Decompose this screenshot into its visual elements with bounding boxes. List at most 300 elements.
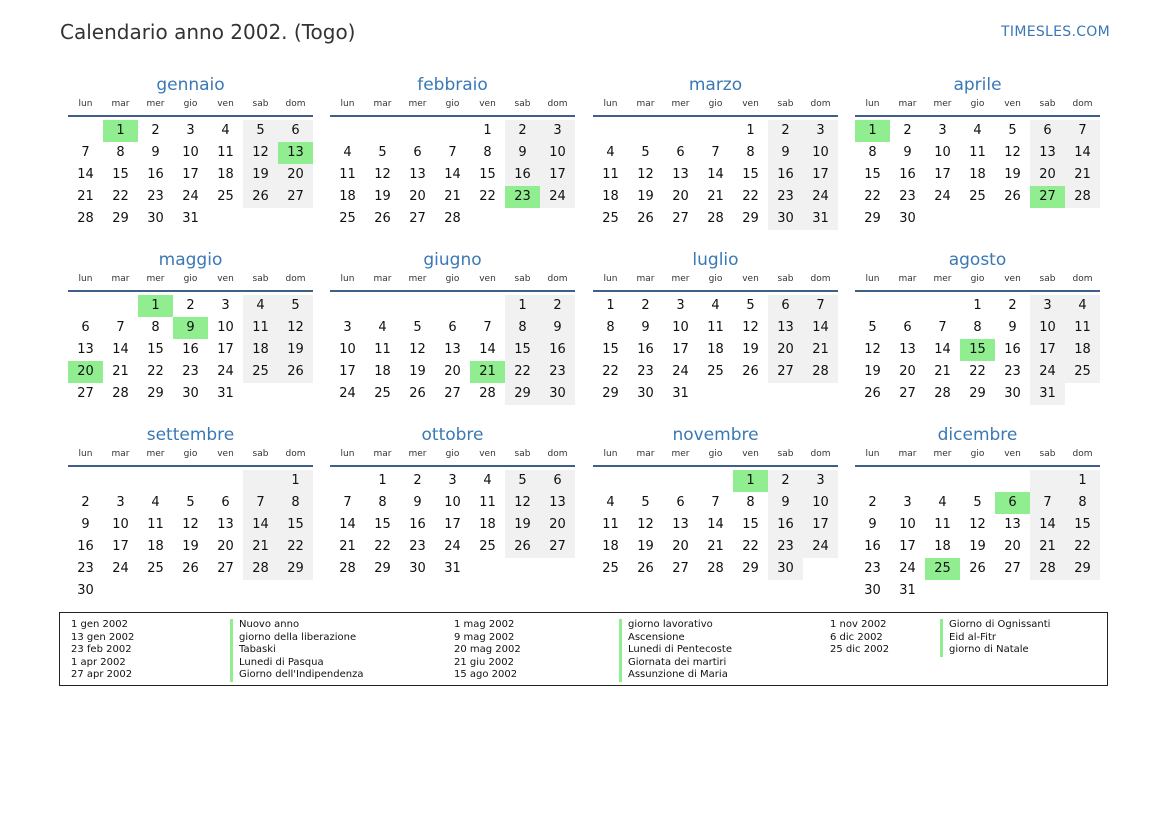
day-cell: 24 <box>182 189 199 204</box>
day-cell: 7 <box>711 495 720 510</box>
day-cell: 29 <box>602 386 619 401</box>
day-cell: 8 <box>378 495 387 510</box>
day-cell: 9 <box>540 317 575 339</box>
week-row <box>330 186 575 208</box>
weekday-label: mar <box>111 449 130 459</box>
day-cell: 5 <box>641 145 650 160</box>
day-cell: 8 <box>483 145 492 160</box>
weekday-label: lun <box>865 274 880 284</box>
month-name: settembre <box>146 425 235 445</box>
day-cell: 1 <box>505 295 540 317</box>
legend-date: 1 apr 2002 <box>71 656 126 668</box>
weekday-label: dom <box>547 274 568 284</box>
weekday-label: mar <box>636 274 655 284</box>
empty-cell <box>68 120 103 142</box>
day-cell: 17 <box>803 514 838 536</box>
day-cell: 26 <box>969 561 986 576</box>
holiday-day-cell: 1 <box>855 120 890 142</box>
day-cell: 5 <box>413 320 422 335</box>
holiday-day-cell: 6 <box>995 492 1030 514</box>
legend-holiday-name: Assunzione di Maria <box>619 669 732 682</box>
day-cell: 20 <box>444 364 461 379</box>
day-cell: 17 <box>1030 339 1065 361</box>
empty-cell <box>960 208 995 230</box>
weekday-label: gio <box>445 99 460 109</box>
day-cell: 21 <box>803 339 838 361</box>
day-cell: 6 <box>540 470 575 492</box>
day-cell: 29 <box>969 386 986 401</box>
day-cell: 28 <box>803 361 838 383</box>
header-rule <box>330 465 575 467</box>
day-cell: 24 <box>899 561 916 576</box>
day-cell: 11 <box>243 317 278 339</box>
day-cell: 5 <box>868 320 877 335</box>
day-cell: 23 <box>1004 364 1021 379</box>
month-gennaio <box>68 74 313 230</box>
day-cell: 12 <box>637 517 654 532</box>
day-cell: 2 <box>186 298 195 313</box>
day-cell: 15 <box>602 342 619 357</box>
weekday-label: dom <box>1072 99 1093 109</box>
legend-date-column <box>830 619 889 657</box>
week-row <box>330 536 575 558</box>
day-cell: 16 <box>505 164 540 186</box>
weekday-label: mer <box>408 99 427 109</box>
weekday-label: lun <box>340 274 355 284</box>
day-cell: 10 <box>217 320 234 335</box>
legend-date: 9 mag 2002 <box>454 631 515 643</box>
day-cell: 25 <box>339 211 356 226</box>
day-cell: 23 <box>899 189 916 204</box>
legend-date-column <box>454 619 521 682</box>
day-cell: 8 <box>746 495 755 510</box>
holiday-day-cell: 21 <box>470 361 505 383</box>
month-name: giugno <box>423 250 482 270</box>
day-cell: 10 <box>112 517 129 532</box>
weekday-label: lun <box>78 449 93 459</box>
legend-date: 13 gen 2002 <box>71 631 135 643</box>
day-cell: 12 <box>969 517 986 532</box>
week-row <box>68 514 313 536</box>
empty-cell <box>995 470 1030 492</box>
week-row <box>68 383 313 405</box>
day-cell: 6 <box>81 320 90 335</box>
empty-cell <box>855 470 890 492</box>
day-cell: 8 <box>278 492 313 514</box>
day-cell: 1 <box>1065 470 1100 492</box>
day-cell: 13 <box>540 492 575 514</box>
day-cell: 4 <box>606 145 615 160</box>
weekday-label: ven <box>1004 274 1021 284</box>
empty-cell <box>890 470 925 492</box>
day-cell: 9 <box>505 142 540 164</box>
day-cell: 23 <box>409 539 426 554</box>
day-cell: 19 <box>182 539 199 554</box>
week-row <box>68 317 313 339</box>
empty-cell <box>855 295 890 317</box>
day-cell: 2 <box>768 470 803 492</box>
header-rule <box>593 290 838 292</box>
weekday-header <box>68 272 313 287</box>
day-cell: 28 <box>934 386 951 401</box>
weekday-label: mer <box>146 99 165 109</box>
day-cell: 22 <box>112 189 129 204</box>
month-name: luglio <box>692 250 739 270</box>
weekday-label: sab <box>514 99 531 109</box>
day-cell: 9 <box>151 145 160 160</box>
day-cell: 16 <box>864 539 881 554</box>
empty-cell <box>995 208 1030 230</box>
day-cell: 30 <box>899 211 916 226</box>
day-cell: 6 <box>278 120 313 142</box>
empty-cell <box>330 120 365 142</box>
day-cell: 28 <box>112 386 129 401</box>
day-cell: 31 <box>182 211 199 226</box>
day-cell: 3 <box>903 495 912 510</box>
day-cell: 17 <box>899 539 916 554</box>
day-cell: 25 <box>479 539 496 554</box>
day-cell: 10 <box>1030 317 1065 339</box>
weekday-label: dom <box>285 449 306 459</box>
day-cell: 28 <box>1065 186 1100 208</box>
day-cell: 20 <box>540 514 575 536</box>
legend-date: 6 dic 2002 <box>830 631 883 643</box>
empty-cell <box>173 580 208 602</box>
day-cell: 19 <box>243 164 278 186</box>
day-cell: 18 <box>217 167 234 182</box>
week-row <box>330 339 575 361</box>
day-cell: 9 <box>641 320 650 335</box>
week-row <box>68 361 313 383</box>
day-cell: 16 <box>182 342 199 357</box>
day-cell: 2 <box>768 120 803 142</box>
day-cell: 18 <box>243 339 278 361</box>
day-cell: 5 <box>243 120 278 142</box>
day-cell: 11 <box>374 342 391 357</box>
day-cell: 23 <box>77 561 94 576</box>
day-cell: 12 <box>182 517 199 532</box>
month-settembre <box>68 424 313 602</box>
weekday-label: mer <box>933 99 952 109</box>
day-cell: 25 <box>1065 361 1100 383</box>
empty-cell <box>628 120 663 142</box>
empty-cell <box>470 295 505 317</box>
week-row <box>330 120 575 142</box>
week-row <box>68 492 313 514</box>
day-cell: 27 <box>540 536 575 558</box>
day-cell: 7 <box>343 495 352 510</box>
empty-cell <box>925 208 960 230</box>
day-cell: 31 <box>803 208 838 230</box>
day-cell: 11 <box>934 517 951 532</box>
day-cell: 3 <box>116 495 125 510</box>
day-cell: 29 <box>864 211 881 226</box>
empty-cell <box>103 580 138 602</box>
day-cell: 12 <box>742 320 759 335</box>
day-cell: 2 <box>868 495 877 510</box>
day-cell: 28 <box>243 558 278 580</box>
day-cell: 28 <box>444 211 461 226</box>
day-cell: 23 <box>637 364 654 379</box>
day-cell: 22 <box>969 364 986 379</box>
header-rule <box>68 115 313 117</box>
day-cell: 10 <box>672 320 689 335</box>
weekday-label: mer <box>933 274 952 284</box>
page-title: Calendario anno 2002. (Togo) <box>60 20 356 44</box>
day-cell: 15 <box>864 167 881 182</box>
legend-holiday-name: Giorno dell'Indipendenza <box>230 669 364 682</box>
week-row <box>330 208 575 230</box>
day-cell: 5 <box>186 495 195 510</box>
day-cell: 3 <box>221 298 230 313</box>
day-cell: 21 <box>112 364 129 379</box>
day-cell: 26 <box>409 386 426 401</box>
empty-cell <box>890 295 925 317</box>
weekday-label: gio <box>708 449 723 459</box>
empty-cell <box>803 558 838 580</box>
day-cell: 17 <box>339 364 356 379</box>
day-cell: 13 <box>217 517 234 532</box>
empty-cell <box>698 470 733 492</box>
day-cell: 12 <box>278 317 313 339</box>
holiday-day-cell: 1 <box>138 295 173 317</box>
day-cell: 4 <box>343 145 352 160</box>
week-row <box>593 558 838 580</box>
day-cell: 8 <box>746 145 755 160</box>
legend-holiday-name: giorno di Natale <box>940 644 1050 657</box>
day-cell: 20 <box>278 164 313 186</box>
day-cell: 30 <box>1004 386 1021 401</box>
day-cell: 26 <box>243 186 278 208</box>
week-row <box>855 339 1100 361</box>
empty-cell <box>960 470 995 492</box>
weekday-label: gio <box>708 274 723 284</box>
weekday-label: dom <box>285 274 306 284</box>
empty-cell <box>470 208 505 230</box>
month-agosto <box>855 249 1100 405</box>
week-row <box>330 142 575 164</box>
day-cell: 13 <box>409 167 426 182</box>
day-cell: 14 <box>1030 514 1065 536</box>
week-row <box>68 120 313 142</box>
day-cell: 14 <box>444 167 461 182</box>
day-cell: 19 <box>969 539 986 554</box>
empty-cell <box>243 208 278 230</box>
day-cell: 17 <box>803 164 838 186</box>
day-cell: 15 <box>374 517 391 532</box>
day-cell: 27 <box>672 211 689 226</box>
empty-cell <box>505 558 540 580</box>
week-row <box>593 164 838 186</box>
week-row <box>855 164 1100 186</box>
week-row <box>68 536 313 558</box>
holiday-legend <box>59 612 1108 686</box>
weekday-header <box>68 97 313 112</box>
day-cell: 11 <box>1065 317 1100 339</box>
day-cell: 7 <box>243 492 278 514</box>
weekday-header <box>593 447 838 462</box>
month-name: agosto <box>948 250 1007 270</box>
weekday-label: lun <box>340 99 355 109</box>
empty-cell <box>628 470 663 492</box>
day-cell: 7 <box>116 320 125 335</box>
day-cell: 18 <box>707 342 724 357</box>
weekday-label: mer <box>408 274 427 284</box>
empty-cell <box>663 470 698 492</box>
day-cell: 17 <box>217 342 234 357</box>
day-cell: 21 <box>444 189 461 204</box>
month-febbraio <box>330 74 575 230</box>
day-cell: 16 <box>409 517 426 532</box>
day-cell: 26 <box>278 361 313 383</box>
weekday-label: ven <box>479 449 496 459</box>
week-row <box>68 339 313 361</box>
day-cell: 22 <box>374 539 391 554</box>
day-cell: 26 <box>742 364 759 379</box>
day-cell: 30 <box>77 583 94 598</box>
day-cell: 11 <box>969 145 986 160</box>
day-cell: 6 <box>448 320 457 335</box>
legend-holiday-name: giorno della liberazione <box>230 632 364 645</box>
day-cell: 15 <box>147 342 164 357</box>
weekday-label: gio <box>445 449 460 459</box>
brand-link[interactable]: TIMESLES.COM <box>1001 24 1110 40</box>
week-row <box>330 295 575 317</box>
weekday-label: ven <box>217 274 234 284</box>
day-cell: 22 <box>742 539 759 554</box>
day-cell: 30 <box>637 386 654 401</box>
day-cell: 29 <box>742 561 759 576</box>
day-cell: 20 <box>1004 539 1021 554</box>
day-cell: 6 <box>221 495 230 510</box>
week-row <box>593 361 838 383</box>
day-cell: 14 <box>707 517 724 532</box>
day-cell: 22 <box>505 361 540 383</box>
day-cell: 16 <box>540 339 575 361</box>
day-cell: 11 <box>479 495 496 510</box>
weekday-header <box>855 272 1100 287</box>
day-cell: 6 <box>413 145 422 160</box>
legend-date-column <box>71 619 134 682</box>
day-cell: 3 <box>186 123 195 138</box>
day-cell: 10 <box>934 145 951 160</box>
day-cell: 11 <box>602 517 619 532</box>
day-cell: 3 <box>676 298 685 313</box>
day-cell: 23 <box>182 364 199 379</box>
day-cell: 30 <box>768 558 803 580</box>
day-cell: 24 <box>803 186 838 208</box>
month-name: dicembre <box>937 425 1018 445</box>
day-cell: 2 <box>505 120 540 142</box>
day-cell: 22 <box>864 189 881 204</box>
day-cell: 23 <box>540 361 575 383</box>
day-cell: 3 <box>1030 295 1065 317</box>
legend-name-column <box>940 619 1050 657</box>
legend-holiday-name: Nuovo anno <box>230 619 364 632</box>
day-cell: 19 <box>278 339 313 361</box>
weekday-label: sab <box>777 449 794 459</box>
day-cell: 15 <box>278 514 313 536</box>
weekday-label: dom <box>1072 274 1093 284</box>
weekday-label: mar <box>373 99 392 109</box>
day-cell: 27 <box>77 386 94 401</box>
day-cell: 14 <box>243 514 278 536</box>
week-row <box>855 142 1100 164</box>
day-cell: 7 <box>1065 120 1100 142</box>
day-cell: 12 <box>243 142 278 164</box>
month-name: maggio <box>158 250 223 270</box>
week-row <box>593 536 838 558</box>
holiday-day-cell: 1 <box>103 120 138 142</box>
legend-holiday-name: Lunedi di Pentecoste <box>619 644 732 657</box>
week-row <box>68 580 313 602</box>
day-cell: 18 <box>934 539 951 554</box>
month-name: gennaio <box>156 75 225 95</box>
day-cell: 20 <box>768 339 803 361</box>
day-cell: 3 <box>343 320 352 335</box>
weekday-label: gio <box>183 274 198 284</box>
holiday-day-cell: 9 <box>173 317 208 339</box>
day-cell: 12 <box>374 167 391 182</box>
day-cell: 2 <box>641 298 650 313</box>
day-cell: 23 <box>147 189 164 204</box>
day-cell: 14 <box>479 342 496 357</box>
header-rule <box>68 290 313 292</box>
weekday-header <box>593 272 838 287</box>
week-row <box>593 295 838 317</box>
day-cell: 20 <box>1030 164 1065 186</box>
empty-cell <box>278 383 313 405</box>
day-cell: 5 <box>641 495 650 510</box>
day-cell: 19 <box>637 189 654 204</box>
day-cell: 24 <box>803 536 838 558</box>
holiday-day-cell: 23 <box>505 186 540 208</box>
day-cell: 24 <box>672 364 689 379</box>
day-cell: 16 <box>77 539 94 554</box>
legend-holiday-name: Eid al-Fitr <box>940 632 1050 645</box>
day-cell: 30 <box>182 386 199 401</box>
weekday-label: ven <box>742 449 759 459</box>
day-cell: 9 <box>413 495 422 510</box>
day-cell: 27 <box>409 211 426 226</box>
week-row <box>593 317 838 339</box>
day-cell: 7 <box>938 320 947 335</box>
weekday-label: mar <box>636 449 655 459</box>
day-cell: 31 <box>444 561 461 576</box>
weekday-label: gio <box>445 274 460 284</box>
day-cell: 14 <box>77 167 94 182</box>
empty-cell <box>768 383 803 405</box>
weekday-label: dom <box>547 449 568 459</box>
day-cell: 17 <box>444 517 461 532</box>
empty-cell <box>540 208 575 230</box>
legend-date: 23 feb 2002 <box>71 644 132 656</box>
empty-cell <box>593 470 628 492</box>
day-cell: 2 <box>903 123 912 138</box>
weekday-header <box>68 447 313 462</box>
day-cell: 26 <box>182 561 199 576</box>
day-cell: 29 <box>112 211 129 226</box>
empty-cell <box>925 295 960 317</box>
empty-cell <box>1065 383 1100 405</box>
day-cell: 21 <box>339 539 356 554</box>
empty-cell <box>330 470 365 492</box>
day-cell: 21 <box>1065 164 1100 186</box>
month-ottobre <box>330 424 575 580</box>
empty-cell <box>208 208 243 230</box>
empty-cell <box>208 580 243 602</box>
day-cell: 22 <box>278 536 313 558</box>
